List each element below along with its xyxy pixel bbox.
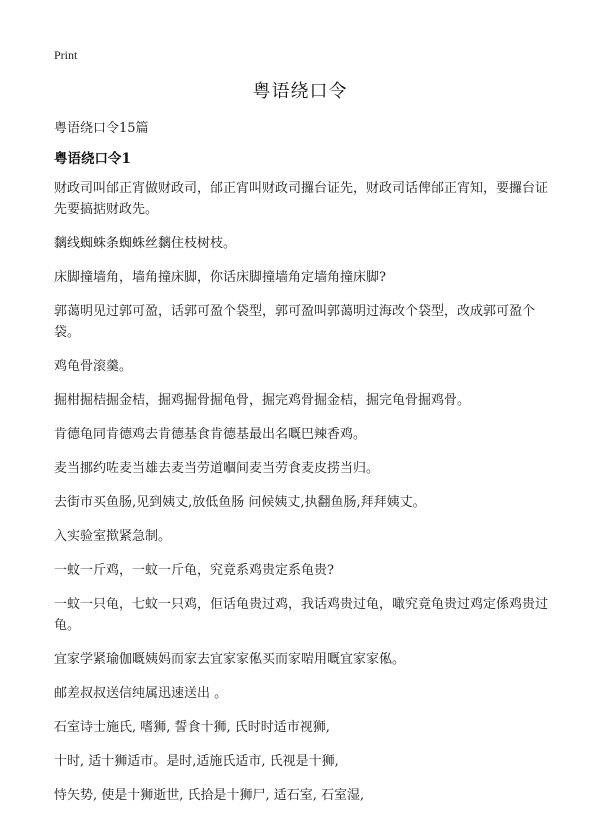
document-subtitle: 粤语绕口令15篇 — [54, 121, 149, 136]
section-heading: 粤语绕口令1 — [54, 151, 131, 167]
paragraph: 掘柑掘桔掘金桔，掘鸡掘骨掘龟骨，掘完鸡骨掘金桔，掘完龟骨掘鸡骨。 — [54, 393, 471, 408]
paragraph: 床脚撞墙角，墙角撞床脚，你话床脚撞墙角定墙角撞床脚? — [54, 270, 386, 285]
paragraph: 去街市买鱼肠,见到姨丈,放低鱼肠 问候姨丈,执翻鱼肠,拜拜姨丈。 — [54, 495, 426, 510]
paragraph: 郭蔼明见过郭可盈，话郭可盈个袋型，郭可盈叫郭蔼明过海改个袋型，改成郭可盈个袋。 — [54, 304, 536, 340]
paragraph: 恃矢势, 使是十狮逝世, 氏拾是十狮尸, 适石室, 石室湿, — [54, 788, 365, 803]
paragraph: 黐线蜘蛛条蜘蛛丝黐住枝树枝。 — [54, 236, 237, 251]
document-title: 粤语绕口令 — [252, 81, 348, 102]
paragraph: 一蚊一只龟，七蚊一只鸡，佢话龟贵过鸡，我话鸡贵过龟，噉究竟龟贵过鸡定係鸡贵过龟。 — [54, 597, 549, 633]
paragraph: 石室诗士施氏, 嗜狮, 誓食十狮, 氏时时适市视狮, — [54, 720, 330, 735]
paragraph: 麦当挪约咗麦当雄去麦当劳道嗰间麦当劳食麦皮捞当归。 — [54, 461, 380, 476]
paragraph: 入实验室揿紧急制。 — [54, 529, 172, 544]
document-body — [54, 178, 548, 819]
paragraph: 肯德龟同肯德鸡去肯德基食肯德基最出名嘅巴辣香鸡。 — [54, 427, 367, 442]
paragraph: 十时, 适十狮适市。是时,适施氏适市, 氏视是十狮, — [54, 754, 339, 769]
paragraph: 一蚊一斤鸡，一蚊一斤龟，究竟系鸡贵定系龟贵? — [54, 563, 334, 578]
paragraph: 宜家学紧瑜伽嘅姨妈而家去宜家家俬买而家啱用嘅宜家家俬。 — [54, 652, 406, 667]
paragraph: 邮差叔叔送信纯属迅速送出 。 — [54, 686, 228, 701]
print-label: Print — [54, 48, 78, 62]
paragraph: 鸡龟骨滚羹。 — [54, 359, 133, 374]
paragraph: 财政司叫邰正宵做财政司，邰正宵叫财政司攞台证先，财政司话俾邰正宵知，要攞台证先要搞掂财政先。 — [54, 181, 549, 217]
